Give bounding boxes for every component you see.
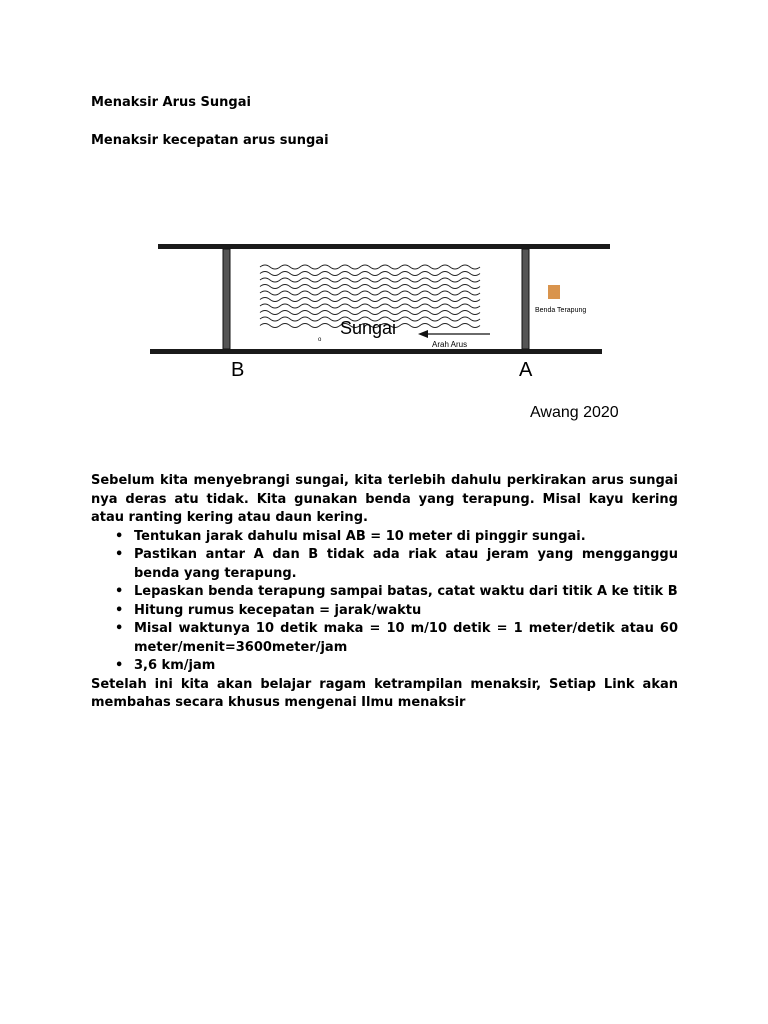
body-text xyxy=(91,472,678,713)
wave-line xyxy=(260,272,480,276)
intro-paragraph: Sebelum kita menyebrangi sungai, kita terlebih dahulu perkirakan arus sungai nya deras atu tidak. Kita gunakan benda yang terapung. Misal kayu kering atau ranting kering atau daun kering. xyxy=(91,473,678,525)
page-title: Menaksir Arus Sungai xyxy=(91,95,251,110)
step-item: • Pastikan antar A dan B tidak ada riak atau jeram yang mengganggu benda yang terapung. xyxy=(134,546,678,583)
wave-line xyxy=(260,265,480,269)
closing-paragraph: Setelah ini kita akan belajar ragam ketrampilan menaksir, Setiap Link akan membahas secara khusus mengenai Ilmu menaksir xyxy=(91,676,678,710)
wave-line xyxy=(260,304,480,308)
floating-object-label: Benda Terapung xyxy=(535,307,587,314)
step-item: • 3,6 km/jam xyxy=(134,657,678,676)
step-item: • Tentukan jarak dahulu misal AB = 10 meter di pinggir sungai. xyxy=(134,528,678,547)
flow-arrow xyxy=(418,330,490,338)
figure-credit: Awang 2020 xyxy=(530,404,619,421)
flow-label: Arah Arus xyxy=(432,340,468,349)
post-a xyxy=(522,249,529,349)
floating-object xyxy=(548,285,560,299)
step-item: • Misal waktunya 10 detik maka = 10 m/10 detik = 1 meter/detik atau 60 meter/menit=3600meter/jam xyxy=(134,620,678,657)
river-label: Sungai xyxy=(340,318,397,338)
step-item: • Lepaskan benda terapung sampai batas, catat waktu dari titik A ke titik B xyxy=(134,583,678,602)
steps-list xyxy=(91,528,678,676)
river-diagram xyxy=(140,236,640,426)
point-a-label: A xyxy=(519,359,533,381)
section-title: Menaksir kecepatan arus sungai xyxy=(91,133,329,148)
wave-line xyxy=(260,278,480,282)
small-mark: o xyxy=(318,337,322,343)
wave-line xyxy=(260,285,480,289)
step-item: • Hitung rumus kecepatan = jarak/waktu xyxy=(134,602,678,621)
wave-line xyxy=(260,298,480,302)
wave-line xyxy=(260,291,480,295)
post-b xyxy=(223,249,230,349)
point-b-label: B xyxy=(231,359,245,381)
wave-line xyxy=(260,311,480,315)
far-bank-line xyxy=(158,244,610,249)
near-bank-line xyxy=(150,349,602,354)
